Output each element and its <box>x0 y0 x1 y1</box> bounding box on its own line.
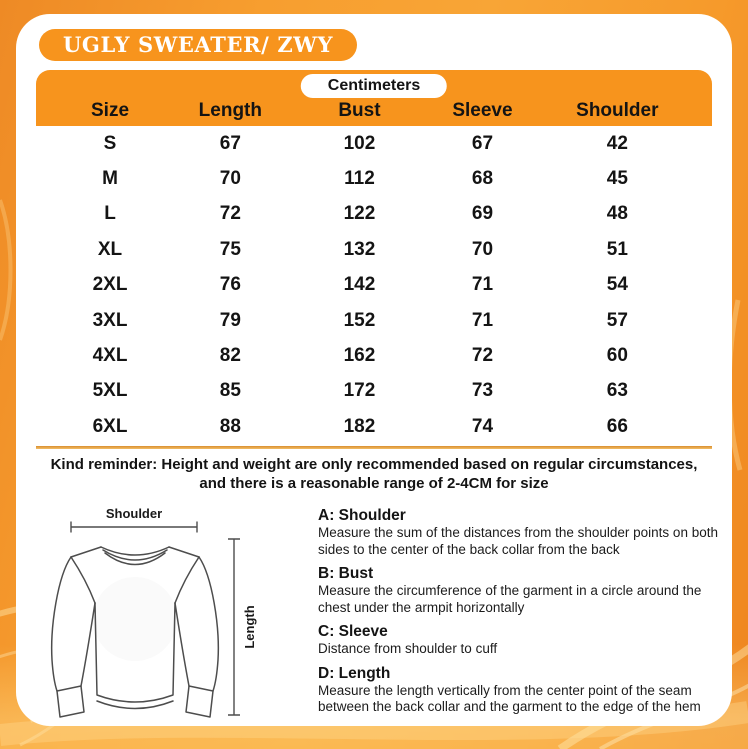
table-row <box>36 232 712 267</box>
table-cell-sleeve: 71 <box>471 274 494 296</box>
table-cell-size: 3XL <box>92 309 128 331</box>
unit-badge: Centimeters <box>301 74 447 98</box>
table-cell-length: 76 <box>219 274 241 296</box>
table-cell-length: 82 <box>219 345 241 367</box>
measure-section <box>38 504 716 741</box>
table-cell-bust: 162 <box>343 345 376 367</box>
table-cell-sleeve: 67 <box>471 132 494 154</box>
table-cell-shoulder: 51 <box>606 238 628 260</box>
measure-guide-heading: B: Bust <box>318 565 374 582</box>
measure-guide-item <box>318 664 720 716</box>
table-cell-shoulder: 54 <box>606 274 628 296</box>
table-cell-sleeve: 68 <box>471 168 494 190</box>
shoulder-dimension-line <box>71 522 197 533</box>
size-chart-card <box>16 14 732 726</box>
table-row <box>36 268 712 303</box>
measure-guide-text: Measure the sum of the distances from the shoulder points on both sides to the center of the back collar from the back <box>318 525 718 557</box>
table-cell-shoulder: 45 <box>606 168 628 190</box>
table-cell-size: M <box>102 168 118 190</box>
table-cell-sleeve: 70 <box>471 238 494 260</box>
sweater-sketch <box>38 504 306 736</box>
length-dimension-line <box>228 539 240 715</box>
table-cell-sleeve: 72 <box>471 345 494 367</box>
table-cell-sleeve: 71 <box>471 309 494 331</box>
column-header-length: Length <box>198 100 262 121</box>
shoulder-dimension-label: Shoulder <box>105 506 163 521</box>
table-row <box>36 374 712 409</box>
size-table-body <box>36 126 712 445</box>
table-cell-size: 5XL <box>92 380 128 402</box>
section-divider <box>36 446 712 449</box>
table-cell-sleeve: 74 <box>471 415 494 437</box>
table-cell-size: XL <box>97 238 123 260</box>
table-cell-bust: 122 <box>343 203 376 225</box>
measure-guide-text: Measure the circumference of the garment in a circle around the chest under the armpit horizontally <box>318 583 702 615</box>
table-cell-length: 75 <box>219 238 241 260</box>
table-cell-length: 85 <box>219 380 241 402</box>
table-cell-shoulder: 57 <box>606 309 628 331</box>
column-header-bust: Bust <box>338 100 381 121</box>
measure-guide-list <box>318 504 720 741</box>
table-cell-sleeve: 69 <box>471 203 494 225</box>
measure-guide-item <box>318 622 720 658</box>
table-cell-shoulder: 48 <box>606 203 628 225</box>
chest-watermark <box>93 577 177 661</box>
kind-reminder-line1: Kind reminder: Height and weight are only recommended based on regular circumstances, <box>50 456 698 473</box>
table-cell-length: 79 <box>219 309 241 331</box>
table-cell-size: L <box>104 203 116 225</box>
table-cell-size: 6XL <box>92 415 128 437</box>
table-cell-bust: 172 <box>343 380 376 402</box>
table-cell-bust: 132 <box>343 238 376 260</box>
table-cell-length: 88 <box>219 415 241 437</box>
table-cell-length: 70 <box>219 168 241 190</box>
table-cell-shoulder: 60 <box>606 345 628 367</box>
measure-guide-item <box>318 564 720 616</box>
table-cell-bust: 112 <box>344 168 375 190</box>
measure-guide-heading: C: Sleeve <box>318 623 388 640</box>
column-header-shoulder: Shoulder <box>576 100 659 121</box>
table-row <box>36 303 712 338</box>
table-cell-size: 4XL <box>92 345 128 367</box>
table-row <box>36 126 712 161</box>
table-cell-sleeve: 73 <box>471 380 494 402</box>
table-cell-size: S <box>103 132 117 154</box>
table-row <box>36 409 712 444</box>
size-table-header <box>36 70 712 126</box>
measure-guide-text: Distance from shoulder to cuff <box>318 641 498 656</box>
product-title-badge: UGLY SWEATER/ ZWY <box>39 29 357 61</box>
table-cell-length: 72 <box>219 203 241 225</box>
table-cell-length: 67 <box>219 132 241 154</box>
table-cell-size: 2XL <box>92 274 128 296</box>
table-cell-shoulder: 63 <box>606 380 628 402</box>
measure-guide-heading: D: Length <box>318 664 391 682</box>
length-dimension-label: Length <box>242 605 257 649</box>
measure-guide-heading: A: Shoulder <box>318 507 406 524</box>
sweater-diagram <box>38 504 318 741</box>
kind-reminder-line2: and there is a reasonable range of 2-4CM for size <box>199 474 549 492</box>
column-header-sleeve: Sleeve <box>452 100 513 121</box>
column-header-row <box>36 97 712 125</box>
table-row <box>36 161 712 196</box>
column-header-size: Size <box>91 100 130 121</box>
table-cell-shoulder: 66 <box>606 415 628 437</box>
table-row <box>36 338 712 373</box>
measure-guide-text: Measure the length vertically from the center point of the seam between the back collar and the garment to the edge of the hem <box>318 682 701 714</box>
table-cell-bust: 182 <box>343 415 376 437</box>
table-row <box>36 197 712 232</box>
table-cell-shoulder: 42 <box>606 132 628 154</box>
table-cell-bust: 152 <box>343 309 376 331</box>
table-cell-bust: 142 <box>343 274 376 296</box>
kind-reminder <box>34 456 714 493</box>
measure-guide-item <box>318 506 720 558</box>
table-cell-bust: 102 <box>343 132 376 154</box>
